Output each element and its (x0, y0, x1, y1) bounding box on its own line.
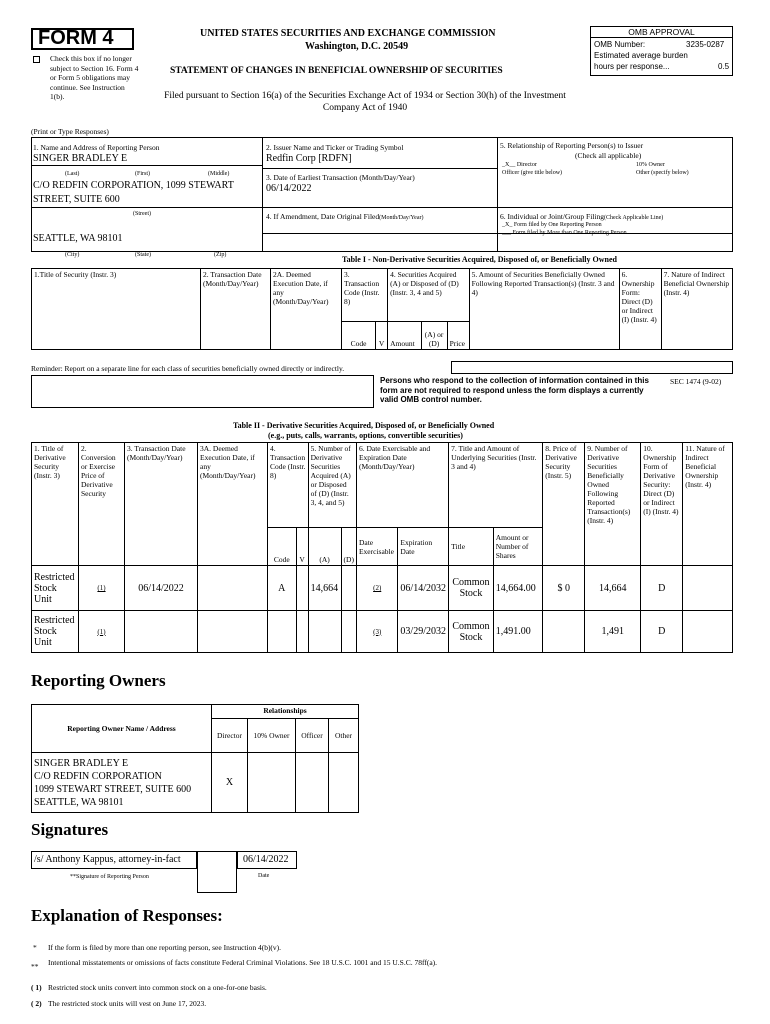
t2-col-code: 4. Transaction Code (Instr. 8) (268, 443, 309, 528)
omb-hours: 0.5 (718, 62, 730, 71)
fn-dstar-text: Intentional misstatements or omissions of facts constitute Federal Criminal Violations. See 18 U.S.C. 1001 and 15 U.S.C. 78ff(a). (48, 958, 438, 967)
row1-footnote-link[interactable]: (1) (79, 566, 125, 611)
omb-hours-label: hours per response... (594, 62, 670, 71)
row2-exp: 03/29/2032 (398, 611, 449, 653)
signature-date: 06/14/2022 (243, 854, 289, 865)
t2-col-nature: 11. Nature of Indirect Beneficial Ownership (Instr. 4) (683, 443, 733, 566)
t2-col-exercisable: 6. Date Exercisable and Expiration Date (Month/Day/Year) (356, 443, 448, 528)
row1-date-ex-link[interactable]: (2) (356, 566, 397, 611)
owner-line2: C/O REDFIN CORPORATION (34, 770, 162, 782)
statement-title: STATEMENT OF CHANGES IN BENEFICIAL OWNERSHIP OF SECURITIES (170, 66, 503, 76)
t2-col-underlying: 7. Title and Amount of Underlying Securities (Instr. 3 and 4) (449, 443, 543, 528)
t1-col-deemed: 2A. Deemed Execution Date, if any (Month/Day/Year) (271, 269, 342, 350)
t2-sub-title: Title (449, 528, 494, 566)
signatures-heading: Signatures (31, 820, 109, 839)
row1-deemed (198, 566, 268, 611)
middle-label: (Middle) (208, 171, 230, 177)
owner-line4: SEATTLE, WA 98101 (34, 796, 124, 808)
omb-title: OMB APPROVAL (590, 27, 733, 38)
filing-label: 6. Individual or Joint/Group Filing(Check Applicable Line) (500, 212, 664, 221)
earliest-date-label: 3. Date of Earliest Transaction (Month/Day/Year) (266, 173, 415, 182)
t1-col-ownership: 6. Ownership Form: Direct (D) or Indirect (I) (Instr. 4) (619, 269, 661, 350)
row2-a (308, 611, 341, 653)
rel-other: Other (specify below) (636, 170, 689, 176)
t1-col-code: 3. Transaction Code (Instr. 8) (342, 269, 388, 322)
row1-code: A (268, 566, 297, 611)
signature-label: **Signature of Reporting Person (70, 874, 149, 880)
fn-star-text: If the form is filed by more than one reporting person, see Instruction 4(b)(v). (48, 943, 282, 952)
relationship-label: 5. Relationship of Reporting Person(s) to Issuer (500, 141, 644, 150)
signature-name: /s/ Anthony Kappus, attorney-in-fact (34, 854, 181, 865)
earliest-date-value: 06/14/2022 (266, 183, 312, 194)
print-type: (Print or Type Responses) (31, 127, 109, 136)
table2-title2: (e.g., puts, calls, warrants, options, convertible securities) (268, 431, 463, 440)
row2-price (543, 611, 585, 653)
row1-d (341, 566, 356, 611)
agency-line1: UNITED STATES SECURITIES AND EXCHANGE COMMISSION (200, 28, 496, 39)
t1-sub-aord: (A) or (D) (421, 322, 447, 350)
address-line2: STREET, SUITE 600 (33, 194, 120, 205)
agency-line2: Washington, D.C. 20549 (305, 41, 409, 52)
owner-name: SINGER BRADLEY E (34, 757, 129, 769)
row2-date (125, 611, 198, 653)
row1-v (296, 566, 308, 611)
row2-d (341, 611, 356, 653)
sec-number: SEC 1474 (9-02) (670, 377, 722, 386)
filing-more: ___ Form filed by More than One Reporting Person (502, 230, 627, 236)
row1-title: Common Stock (449, 566, 494, 611)
relationship-sub: (Check all applicable) (575, 151, 642, 160)
owners-col-other: Other (329, 719, 359, 753)
t1-sub-price: Price (447, 322, 469, 350)
checkbox-note: Check this box if no longer subject to Section 16. Form 4 or Form 5 obligations may continue. See Instruction 1(b). (50, 54, 139, 101)
row2-security: Restricted Stock Unit (32, 611, 79, 653)
address-line1: C/O REDFIN CORPORATION, 1099 STEWART (33, 180, 234, 191)
fn-dstar-mark: ** (31, 962, 39, 971)
t2-sub-v: V (296, 528, 308, 566)
row1-amount: 14,664.00 (493, 566, 543, 611)
city-label: (City) (65, 252, 80, 258)
t1-col-date: 2. Transaction Date (Month/Day/Year) (201, 269, 271, 350)
t2-sub-a: (A) (308, 528, 341, 566)
row2-v (296, 611, 308, 653)
owners-col-director: Director (212, 719, 248, 753)
t2-col-number: 5. Number of Derivative Securities Acquired (A) or Disposed of (D) (Instr. 3, 4, and 5) (308, 443, 356, 528)
fn-star-mark: * (33, 943, 37, 952)
filing-one: _X_ Form filed by One Reporting Person (502, 222, 602, 228)
t1-col-nature: 7. Nature of Indirect Beneficial Ownership (Instr. 4) (661, 269, 732, 350)
owners-col-name: Reporting Owner Name / Address (32, 705, 212, 753)
amendment-label: 4. If Amendment, Date Original Filed(Month/Day/Year) (266, 212, 424, 221)
row1-exp: 06/14/2032 (398, 566, 449, 611)
t2-sub-amount: Amount or Number of Shares (493, 528, 543, 566)
table1 (31, 268, 733, 350)
t1-sub-amount: Amount (388, 322, 422, 350)
row1-nature (683, 566, 733, 611)
t1-col-amount-owned: 5. Amount of Securities Beneficially Owned Following Reported Transaction(s) (Instr. 3 and 4) (469, 269, 619, 350)
t2-sub-d: (D) (341, 528, 356, 566)
rel-officer: Officer (give title below) (502, 170, 563, 176)
table-row (32, 566, 733, 611)
t2-col-owned: 9. Number of Derivative Securities Beneficially Owned Following Reported Transaction(s) (Instr. 4) (585, 443, 641, 566)
issuer-value: Redfin Corp [RDFN] (266, 153, 352, 164)
row2-owned: 1,491 (585, 611, 641, 653)
table2 (31, 442, 733, 653)
owner-line3: 1099 STEWART STREET, SUITE 600 (34, 783, 192, 795)
row2-nature (683, 611, 733, 653)
row2-code (268, 611, 297, 653)
t2-col-deemed: 3A. Deemed Execution Date, if any (Month/Day/Year) (198, 443, 268, 566)
state-label: (State) (135, 252, 151, 258)
row2-deemed (198, 611, 268, 653)
owners-col-relationships: Relationships (212, 705, 359, 719)
t2-sub-code: Code (268, 528, 297, 566)
row1-a: 14,664 (308, 566, 341, 611)
reporting-person-label: 1. Name and Address of Reporting Person (33, 143, 160, 152)
row2-title: Common Stock (449, 611, 494, 653)
fn-1-text: Restricted stock units convert into common stock on a one-for-one basis. (48, 983, 267, 992)
owners-col-ten-pct: 10% Owner (248, 719, 296, 753)
city-state: SEATTLE, WA 98101 (33, 233, 123, 244)
date-label: Date (258, 873, 270, 879)
reminder-box-right (451, 361, 733, 374)
reporting-person-name: SINGER BRADLEY E (33, 153, 128, 164)
owners-table (31, 704, 359, 813)
persons-notice: Persons who respond to the collection of information contained in this form are not required to respond unless the form displays a currently valid OMB control number. (380, 376, 649, 404)
row2-footnote-link[interactable]: (1) (79, 611, 125, 653)
rel-ten-pct: 10% Owner (636, 162, 665, 168)
t2-col-conversion: 2. Conversion or Exercise Price of Derivative Security (79, 443, 125, 566)
row2-form: D (641, 611, 683, 653)
row1-form: D (641, 566, 683, 611)
table2-title1: Table II - Derivative Securities Acquired, Disposed of, or Beneficially Owned (233, 421, 495, 430)
fn-2-mark: ( 2) (31, 999, 42, 1008)
t1-col-security: 1.Title of Security (Instr. 3) (32, 269, 201, 350)
omb-number-label: OMB Number: (594, 40, 646, 49)
row2-amount: 1,491.00 (493, 611, 543, 653)
reminder-text: Reminder: Report on a separate line for each class of securities beneficially owned directly or indirectly. (31, 364, 345, 373)
table1-title: Table I - Non-Derivative Securities Acquired, Disposed of, or Beneficially Owned (342, 255, 617, 264)
row1-security: Restricted Stock Unit (32, 566, 79, 611)
t1-sub-v: V (376, 322, 388, 350)
t2-col-date: 3. Transaction Date (Month/Day/Year) (125, 443, 198, 566)
omb-number: 3235-0287 (686, 40, 725, 49)
owner-address (32, 753, 212, 813)
issuer-label: 2. Issuer Name and Ticker or Trading Symbol (266, 143, 404, 152)
table-row (32, 611, 733, 653)
row1-date: 06/14/2022 (125, 566, 198, 611)
t1-sub-code: Code (342, 322, 376, 350)
omb-burden-label: Estimated average burden (594, 51, 688, 60)
fn-2-text: The restricted stock units will vest on June 17, 2023. (48, 999, 207, 1008)
filed-pursuant: Filed pursuant to Section 16(a) of the Securities Exchange Act of 1934 or Section 30(h) of the Investment Company Act of 1940 (164, 91, 566, 113)
row2-date-ex-link[interactable]: (3) (356, 611, 397, 653)
reporting-owners-heading: Reporting Owners (31, 671, 166, 690)
zip-label: (Zip) (214, 252, 227, 258)
row1-price: $ 0 (543, 566, 585, 611)
street-label: (Street) (133, 211, 151, 217)
rel-director: _X__ Director (502, 162, 537, 168)
last-label: (Last) (65, 171, 80, 177)
row1-owned: 14,664 (585, 566, 641, 611)
explanation-heading: Explanation of Responses: (31, 906, 223, 925)
fn-1-mark: ( 1) (31, 983, 42, 992)
owner-director-mark: X (212, 753, 248, 813)
t2-col-form: 10. Ownership Form of Derivative Security: Direct (D) or Indirect (I) (Instr. 4) (641, 443, 683, 566)
first-label: (First) (135, 171, 150, 177)
owners-col-officer: Officer (296, 719, 329, 753)
t1-col-acquired: 4. Securities Acquired (A) or Disposed of (D) (Instr. 3, 4 and 5) (388, 269, 470, 322)
reminder-box-left (31, 375, 374, 408)
no-longer-subject-checkbox[interactable] (33, 56, 40, 63)
signature-date-box (197, 851, 237, 893)
t2-sub-date-ex: Date Exercisable (356, 528, 397, 566)
t2-sub-exp: Expiration Date (398, 528, 449, 566)
t2-col-title: 1. Title of Derivative Security (Instr. 3) (32, 443, 79, 566)
form-title: FORM 4 (38, 27, 114, 49)
t2-col-price: 8. Price of Derivative Security (Instr. 5) (543, 443, 585, 566)
